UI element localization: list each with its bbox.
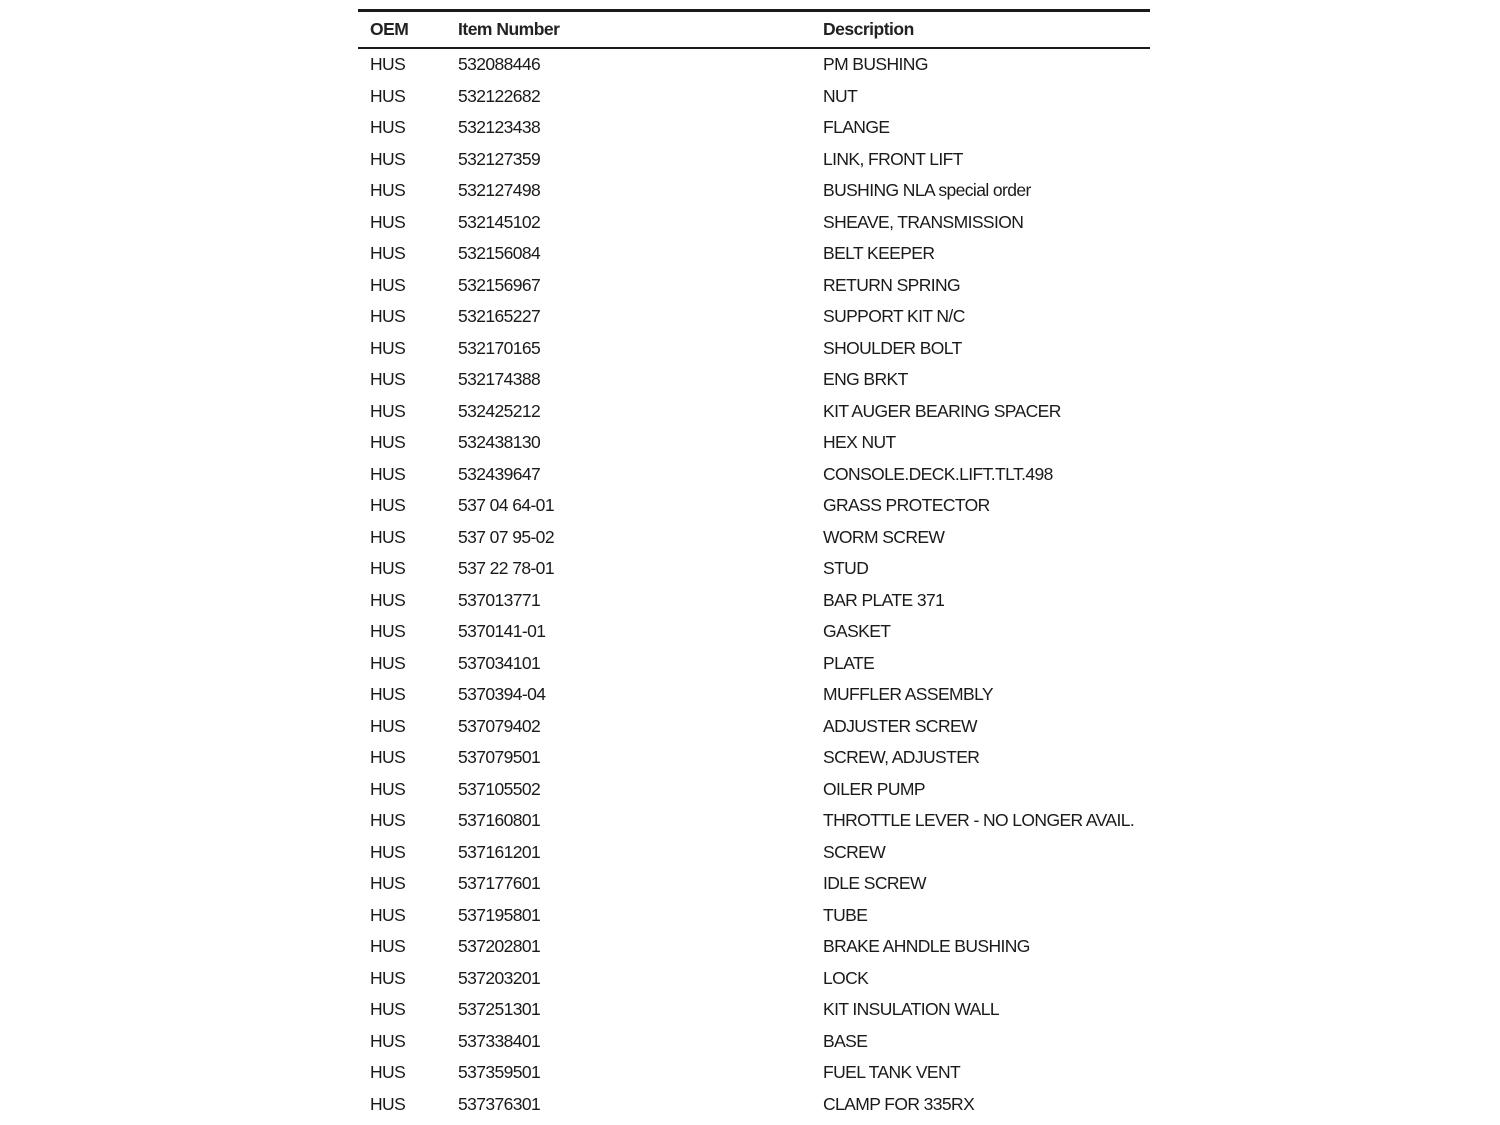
cell-oem: HUS (370, 180, 406, 201)
cell-description: GRASS PROTECTOR (823, 495, 990, 516)
table-header (358, 11, 1150, 49)
cell-oem: HUS (370, 810, 406, 831)
cell-item-number: 532438130 (458, 432, 541, 453)
cell-item-number: 532088446 (458, 54, 541, 75)
cell-description: NUT (823, 85, 858, 106)
cell-oem: HUS (370, 526, 406, 547)
cell-oem: HUS (370, 684, 406, 705)
cell-oem: HUS (370, 243, 406, 264)
cell-description: FUEL TANK VENT (823, 1062, 961, 1083)
cell-oem: HUS (370, 747, 406, 768)
cell-description: HEX NUT (823, 432, 896, 453)
cell-item-number: 532122682 (458, 85, 541, 106)
cell-item-number: 537161201 (458, 841, 541, 862)
cell-item-number: 5370141-01 (458, 621, 546, 642)
cell-item-number: 537079402 (458, 715, 541, 736)
table-row (358, 459, 1150, 491)
cell-description: LOCK (823, 967, 869, 988)
cell-item-number: 537 22 78-01 (458, 558, 554, 579)
cell-description: WORM SCREW (823, 526, 945, 547)
cell-oem: HUS (370, 589, 406, 610)
cell-oem: HUS (370, 904, 406, 925)
cell-item-number: 537160801 (458, 810, 541, 831)
cell-item-number: 532170165 (458, 337, 541, 358)
cell-oem: HUS (370, 558, 406, 579)
cell-description: SCREW, ADJUSTER (823, 747, 980, 768)
table-row (358, 742, 1150, 774)
cell-description: ADJUSTER SCREW (823, 715, 977, 736)
header-row (358, 11, 1150, 49)
cell-description: PM BUSHING (823, 54, 928, 75)
cell-description: BRAKE AHNDLE BUSHING (823, 936, 1030, 957)
cell-oem: HUS (370, 841, 406, 862)
table-row (358, 1089, 1150, 1121)
cell-item-number: 537338401 (458, 1030, 541, 1051)
cell-item-number: 537 04 64-01 (458, 495, 554, 516)
table-body (358, 48, 1150, 1120)
table-row (358, 1026, 1150, 1058)
cell-description: BUSHING NLA special order (823, 180, 1031, 201)
table-row (358, 679, 1150, 711)
cell-item-number: 537195801 (458, 904, 541, 925)
cell-oem: HUS (370, 999, 406, 1020)
cell-item-number: 537105502 (458, 778, 541, 799)
cell-item-number: 532156967 (458, 274, 541, 295)
cell-description: IDLE SCREW (823, 873, 926, 894)
cell-oem: HUS (370, 873, 406, 894)
table-row (358, 774, 1150, 806)
table-row (358, 364, 1150, 396)
cell-oem: HUS (370, 967, 406, 988)
cell-oem: HUS (370, 463, 406, 484)
cell-oem: HUS (370, 54, 406, 75)
table-row (358, 175, 1150, 207)
cell-description: RETURN SPRING (823, 274, 961, 295)
table-row (358, 648, 1150, 680)
table-row (358, 994, 1150, 1026)
table-row (358, 270, 1150, 302)
table-row (358, 396, 1150, 428)
cell-item-number: 532127498 (458, 180, 541, 201)
cell-description: FLANGE (823, 117, 890, 138)
cell-oem: HUS (370, 495, 406, 516)
cell-description: PLATE (823, 652, 875, 673)
table-row (358, 522, 1150, 554)
cell-item-number: 532156084 (458, 243, 541, 264)
cell-oem: HUS (370, 274, 406, 295)
table-row (358, 112, 1150, 144)
table-row (358, 931, 1150, 963)
table-row (358, 301, 1150, 333)
cell-item-number: 532123438 (458, 117, 541, 138)
cell-oem: HUS (370, 778, 406, 799)
cell-oem: HUS (370, 306, 406, 327)
cell-item-number: 537251301 (458, 999, 541, 1020)
table-row (358, 81, 1150, 113)
table-row (358, 490, 1150, 522)
cell-item-number: 537 07 95-02 (458, 526, 554, 547)
table-row (358, 963, 1150, 995)
cell-item-number: 532127359 (458, 148, 541, 169)
cell-description: KIT INSULATION WALL (823, 999, 999, 1020)
cell-description: CLAMP FOR 335RX (823, 1093, 975, 1114)
cell-item-number: 537376301 (458, 1093, 541, 1114)
cell-oem: HUS (370, 432, 406, 453)
cell-description: SHOULDER BOLT (823, 337, 962, 358)
cell-description: BELT KEEPER (823, 243, 935, 264)
cell-description: SUPPORT KIT N/C (823, 306, 965, 327)
cell-oem: HUS (370, 148, 406, 169)
cell-description: CONSOLE.DECK.LIFT.TLT.498 (823, 463, 1053, 484)
table-row (358, 48, 1150, 81)
cell-item-number: 5370394-04 (458, 684, 546, 705)
table-row (358, 144, 1150, 176)
table-row (358, 427, 1150, 459)
cell-item-number: 532425212 (458, 400, 541, 421)
table-row (358, 1057, 1150, 1089)
cell-oem: HUS (370, 211, 406, 232)
cell-oem: HUS (370, 337, 406, 358)
cell-oem: HUS (370, 621, 406, 642)
cell-oem: HUS (370, 1062, 406, 1083)
cell-item-number: 537079501 (458, 747, 541, 768)
table-row (358, 805, 1150, 837)
cell-item-number: 537013771 (458, 589, 541, 610)
table-row (358, 333, 1150, 365)
cell-description: MUFFLER ASSEMBLY (823, 684, 993, 705)
cell-item-number: 537034101 (458, 652, 541, 673)
cell-item-number: 537203201 (458, 967, 541, 988)
table-row (358, 238, 1150, 270)
cell-item-number: 537202801 (458, 936, 541, 957)
table-row (358, 900, 1150, 932)
cell-description: ENG BRKT (823, 369, 908, 390)
cell-item-number: 537359501 (458, 1062, 541, 1083)
cell-item-number: 537177601 (458, 873, 541, 894)
cell-item-number: 532439647 (458, 463, 541, 484)
cell-item-number: 532174388 (458, 369, 541, 390)
cell-description: GASKET (823, 621, 891, 642)
table-row (358, 616, 1150, 648)
table-row (358, 868, 1150, 900)
cell-description: STUD (823, 558, 869, 579)
header-description: Description (823, 19, 914, 39)
table-row (358, 553, 1150, 585)
cell-oem: HUS (370, 715, 406, 736)
header-oem: OEM (370, 19, 409, 39)
cell-description: TUBE (823, 904, 868, 925)
cell-oem: HUS (370, 400, 406, 421)
header-item-number: Item Number (458, 19, 560, 39)
cell-item-number: 532165227 (458, 306, 541, 327)
cell-description: LINK, FRONT LIFT (823, 148, 963, 169)
parts-table (358, 9, 1150, 1120)
table-row (358, 585, 1150, 617)
cell-oem: HUS (370, 936, 406, 957)
cell-item-number: 532145102 (458, 211, 541, 232)
cell-description: SCREW (823, 841, 886, 862)
cell-description: BASE (823, 1030, 868, 1051)
table-row (358, 711, 1150, 743)
cell-description: BAR PLATE 371 (823, 589, 945, 610)
cell-description: KIT AUGER BEARING SPACER (823, 400, 1061, 421)
cell-oem: HUS (370, 652, 406, 673)
cell-oem: HUS (370, 85, 406, 106)
cell-oem: HUS (370, 369, 406, 390)
table-row (358, 837, 1150, 869)
cell-oem: HUS (370, 1093, 406, 1114)
table-row (358, 207, 1150, 239)
cell-description: THROTTLE LEVER - NO LONGER AVAIL. (823, 810, 1135, 831)
cell-oem: HUS (370, 1030, 406, 1051)
cell-description: SHEAVE, TRANSMISSION (823, 211, 1024, 232)
cell-oem: HUS (370, 117, 406, 138)
cell-description: OILER PUMP (823, 778, 925, 799)
